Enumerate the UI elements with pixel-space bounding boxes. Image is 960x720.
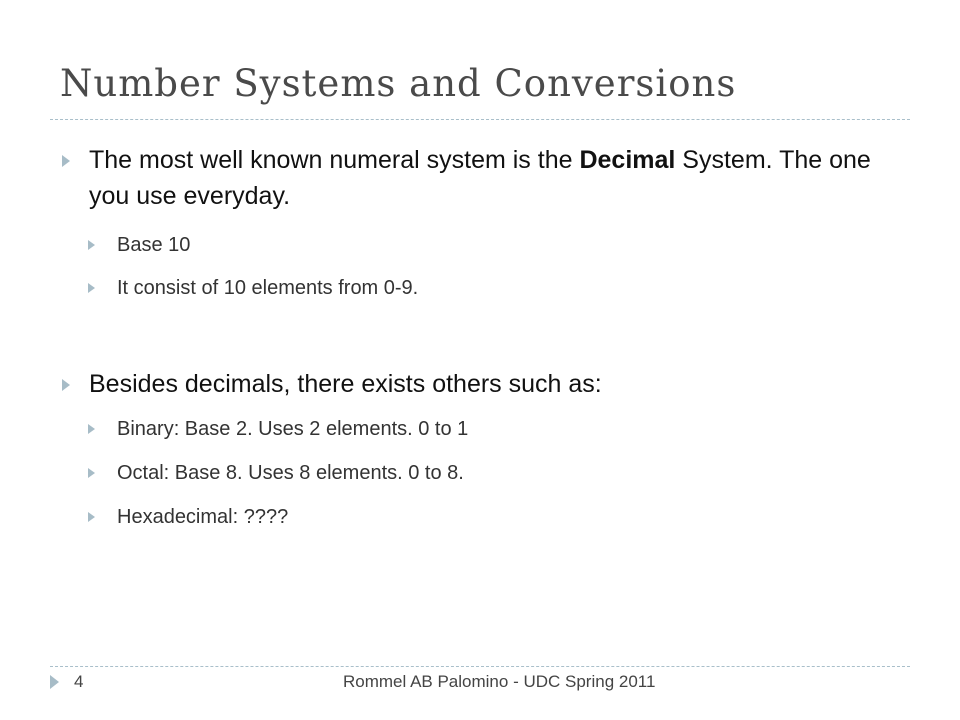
triangle-bullet-icon bbox=[88, 240, 95, 250]
bullet-text-bold: Decimal bbox=[579, 146, 676, 174]
sub-bullet-text: Octal: Base 8. Uses 8 elements. 0 to 8. bbox=[117, 462, 464, 484]
triangle-bullet-icon bbox=[88, 468, 95, 478]
bullet-text bbox=[89, 142, 912, 214]
triangle-bullet-icon bbox=[88, 424, 95, 434]
sub-bullet bbox=[88, 415, 908, 443]
sub-bullet-text: Hexadecimal: ???? bbox=[117, 506, 289, 528]
triangle-bullet-icon bbox=[88, 512, 95, 522]
bullet-text-part: System. The one you use everyday. bbox=[89, 146, 871, 210]
bullet-text-part: The most well known numeral system is the bbox=[89, 146, 580, 174]
footer-text: Rommel AB Palomino - UDC Spring 2011 bbox=[343, 672, 656, 691]
sub-bullet bbox=[88, 274, 908, 302]
sub-bullet bbox=[88, 503, 908, 531]
triangle-bullet-icon bbox=[62, 379, 70, 391]
footer-divider bbox=[50, 666, 910, 667]
bullet-decimal bbox=[62, 142, 912, 214]
triangle-bullet-icon bbox=[62, 155, 70, 167]
sub-bullet-text: Base 10 bbox=[117, 234, 191, 256]
sub-bullet-text: Binary: Base 2. Uses 2 elements. 0 to 1 bbox=[117, 418, 469, 440]
bullet-text: Besides decimals, there exists others such as: bbox=[89, 370, 602, 398]
triangle-bullet-icon bbox=[50, 675, 59, 689]
triangle-bullet-icon bbox=[88, 283, 95, 293]
bullet-others bbox=[62, 366, 912, 402]
slide-title: Number Systems and Conversions bbox=[60, 62, 737, 105]
sub-bullet-text: It consist of 10 elements from 0-9. bbox=[117, 277, 419, 299]
sub-bullet bbox=[88, 231, 908, 259]
sub-bullet bbox=[88, 459, 908, 487]
title-divider bbox=[50, 119, 910, 120]
page-number: 4 bbox=[74, 672, 84, 691]
